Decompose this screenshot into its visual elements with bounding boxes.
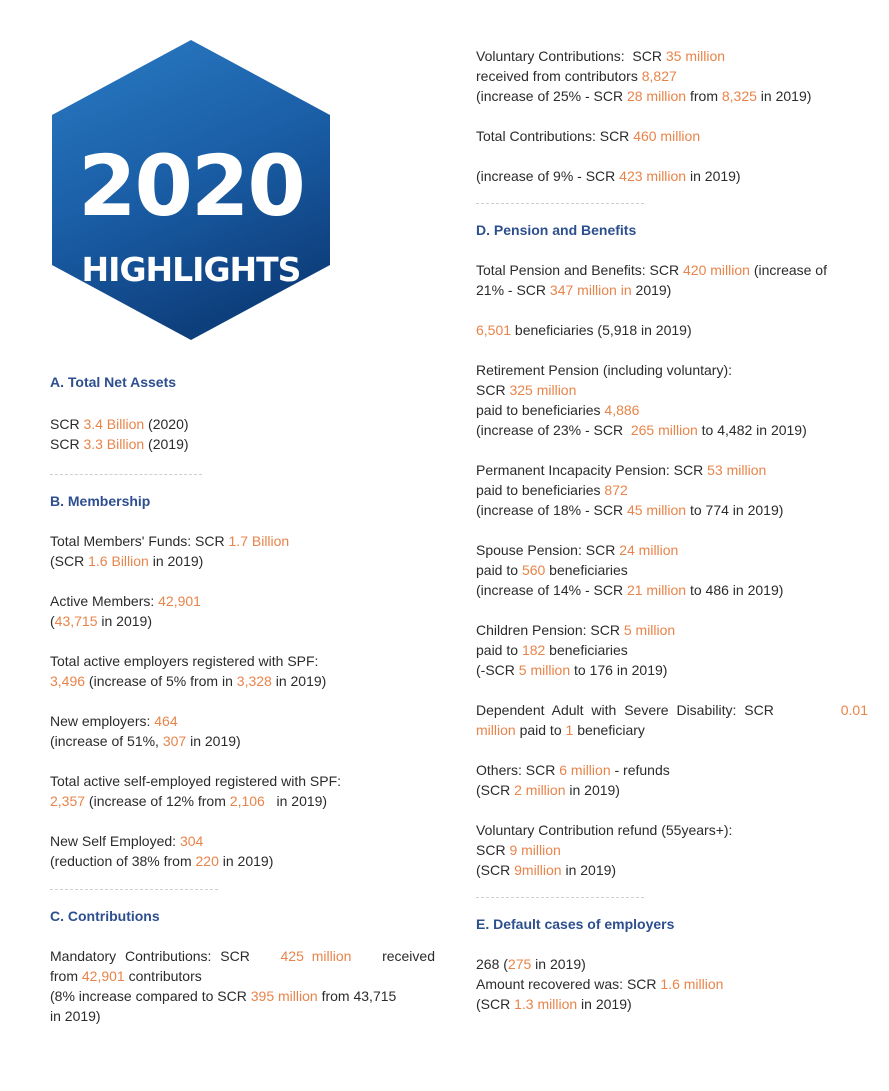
active-members-block: Active Members: 42,901 (43,715 in 2019) bbox=[50, 593, 201, 629]
default-cases-block: 268 (275 in 2019) Amount recovered was: SCR 1.6 million (SCR 1.3 million in 2019) bbox=[476, 956, 724, 1012]
divider bbox=[50, 474, 202, 475]
divider bbox=[50, 889, 218, 890]
section-heading-assets: A. Total Net Assets bbox=[50, 374, 177, 390]
section-heading-membership: B. Membership bbox=[50, 493, 151, 509]
badge-year: 2020 bbox=[78, 137, 304, 235]
retirement-pension-block: Retirement Pension (including voluntary): SCR 325 million paid to beneficiaries 4,886 (increase of 23% - SCR 265 million to 4,482 in 2019) bbox=[476, 362, 807, 438]
total-contributions-2019-line: (increase of 9% - SCR 423 million in 2019) bbox=[476, 168, 741, 184]
members-funds-block: Total Members' Funds: SCR 1.7 Billion (SCR 1.6 Billion in 2019) bbox=[50, 533, 290, 569]
mandatory-contributions-block: Mandatory Contributions: SCR 425 million received from 42,901 contributors (8% increase compared to SCR 395 million from 43,715 in 2019) bbox=[50, 948, 435, 1024]
highlights-badge bbox=[50, 38, 332, 341]
section-heading-pension: D. Pension and Benefits bbox=[476, 222, 637, 238]
new-self-employed-block: New Self Employed: 304 (reduction of 38% from 220 in 2019) bbox=[50, 833, 274, 869]
children-pension-block: Children Pension: SCR 5 million paid to 182 beneficiaries (-SCR 5 million to 176 in 2019) bbox=[476, 622, 676, 678]
badge-label: HIGHLIGHTS bbox=[81, 250, 301, 289]
section-heading-contributions: C. Contributions bbox=[50, 908, 160, 924]
voluntary-contributions-block: Voluntary Contributions: SCR 35 million received from contributors 8,827 (increase of 25% - SCR 28 million from 8,325 in 2019) bbox=[476, 48, 812, 104]
others-block: Others: SCR 6 million - refunds (SCR 2 million in 2019) bbox=[476, 762, 670, 798]
assets-2019-line: SCR 3.3 Billion (2019) bbox=[50, 436, 189, 452]
left-column bbox=[50, 372, 435, 1026]
active-employers-block: Total active employers registered with SPF: 3,496 (increase of 5% from in 3,328 in 2019) bbox=[50, 653, 327, 689]
total-pension-block: Total Pension and Benefits: SCR 420 million (increase of 21% - SCR 347 million in 2019) bbox=[476, 262, 827, 298]
voluntary-refund-block: Voluntary Contribution refund (55years+): SCR 9 million (SCR 9million in 2019) bbox=[476, 822, 733, 878]
self-employed-block: Total active self-employed registered with SPF: 2,357 (increase of 12% from 2,106 in 2019) bbox=[50, 773, 342, 809]
assets-2020-line: SCR 3.4 Billion (2020) bbox=[50, 416, 189, 432]
divider bbox=[476, 897, 644, 898]
section-heading-default: E. Default cases of employers bbox=[476, 916, 675, 932]
new-employers-block: New employers: 464 (increase of 51%, 307 in 2019) bbox=[50, 713, 241, 749]
dependent-adult-block: Dependent Adult with Severe Disability: SCR 0.01 million paid to 1 beneficiary bbox=[476, 702, 868, 738]
incapacity-pension-block: Permanent Incapacity Pension: SCR 53 million paid to beneficiaries 872 (increase of 18% - SCR 45 million to 774 in 2019) bbox=[476, 462, 784, 518]
total-contributions-line: Total Contributions: SCR 460 million bbox=[476, 128, 701, 144]
divider bbox=[476, 203, 644, 204]
right-column bbox=[476, 46, 868, 1014]
beneficiaries-line: 6,501 beneficiaries (5,918 in 2019) bbox=[476, 322, 692, 338]
spouse-pension-block: Spouse Pension: SCR 24 million paid to 560 beneficiaries (increase of 14% - SCR 21 million to 486 in 2019) bbox=[476, 542, 784, 598]
